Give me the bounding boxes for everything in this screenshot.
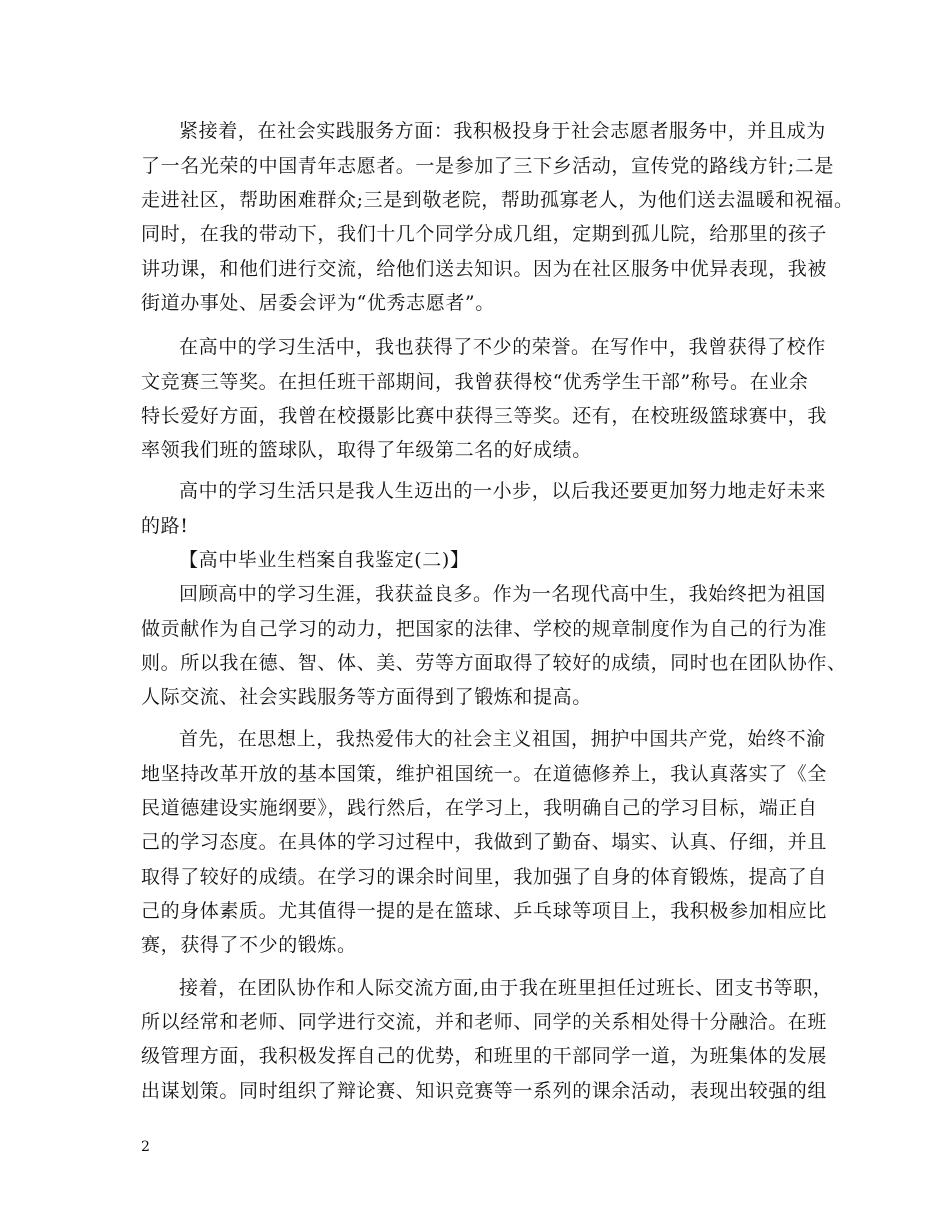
text-line: 级管理方面，我积极发挥自己的优势，和班里的干部同学一道，为班集体的发展 (141, 1045, 828, 1067)
text-line: 紧接着，在社会实践服务方面：我积极投身于社会志愿者服务中，并且成为 (179, 120, 826, 142)
text-line: 文竞赛三等奖。在担任班干部期间，我曾获得校“优秀学生干部”称号。在业余 (141, 371, 809, 393)
text-line: 己的学习态度。在具体的学习过程中，我做到了勤奋、塌实、认真、仔细，并且 (141, 831, 828, 853)
text-line: 地坚持改革开放的基本国策，维护祖国统一。在道德修养上，我认真落实了《全 (141, 763, 828, 785)
text-line: 首先，在思想上，我热爱伟大的社会主义祖国，拥护中国共产党，始终不渝 (179, 728, 826, 750)
text-line: 赛，获得了不少的锻炼。 (141, 934, 357, 956)
text-line: 接着，在团队协作和人际交流方面,由于我在班里担任过班长、团支书等职， (179, 977, 833, 999)
text-line: 讲功课，和他们进行交流，给他们送去知识。因为在社区服务中优异表现，我被 (141, 258, 828, 280)
text-line: 则。所以我在德、智、体、美、劳等方面取得了较好的成绩，同时也在团队协作、 (141, 652, 847, 674)
text-line: 同时，在我的带动下，我们十几个同学分成几组，定期到孤儿院，给那里的孩子 (141, 223, 828, 245)
text-line: 己的身体素质。尤其值得一提的是在篮球、乒乓球等项目上，我积极参加相应比 (141, 900, 828, 922)
text-line: 取得了较好的成绩。在学习的课余时间里，我加强了自身的体育锻炼，提高了自 (141, 866, 828, 888)
text-line: 所以经常和老师、同学进行交流，并和老师、同学的关系相处得十分融洽。在班 (141, 1011, 828, 1033)
text-line: 回顾高中的学习生涯，我获益良多。作为一名现代高中生，我始终把为祖国 (179, 583, 826, 605)
text-line: 民道德建设实施纲要》，践行然后，在学习上，我明确自己的学习目标，端正自 (141, 797, 818, 819)
text-line: 出谋划策。同时组织了辩论赛、知识竞赛等一系列的课余活动，表现出较强的组 (141, 1080, 828, 1102)
text-line: 街道办事处、居委会评为“优秀志愿者”。 (141, 292, 495, 314)
page-number: 2 (141, 1139, 150, 1155)
text-line: 做贡献作为自己学习的动力，把国家的法律、学校的规章制度作为自己的行为准 (141, 618, 828, 640)
text-line: 了一名光荣的中国青年志愿者。一是参加了三下乡活动，宣传党的路线方针;二是 (141, 155, 835, 177)
text-line: 的路! (141, 515, 189, 537)
text-line: 高中的学习生活只是我人生迈出的一小步，以后我还要更加努力地走好未来 (179, 480, 826, 502)
text-line: 率领我们班的篮球队，取得了年级第二名的好成绩。 (141, 439, 592, 461)
text-line: 特长爱好方面，我曾在校摄影比赛中获得三等奖。还有，在校班级篮球赛中，我 (141, 405, 828, 427)
section-heading: 【高中毕业生档案自我鉴定(二)】 (179, 549, 470, 571)
text-line: 在高中的学习生活中，我也获得了不少的荣誉。在写作中，我曾获得了校作 (179, 336, 826, 358)
text-line: 走进社区，帮助困难群众;三是到敬老院，帮助孤寡老人，为他们送去温暖和祝福。 (141, 189, 854, 211)
text-line: 人际交流、社会实践服务等方面得到了锻炼和提高。 (141, 686, 592, 708)
